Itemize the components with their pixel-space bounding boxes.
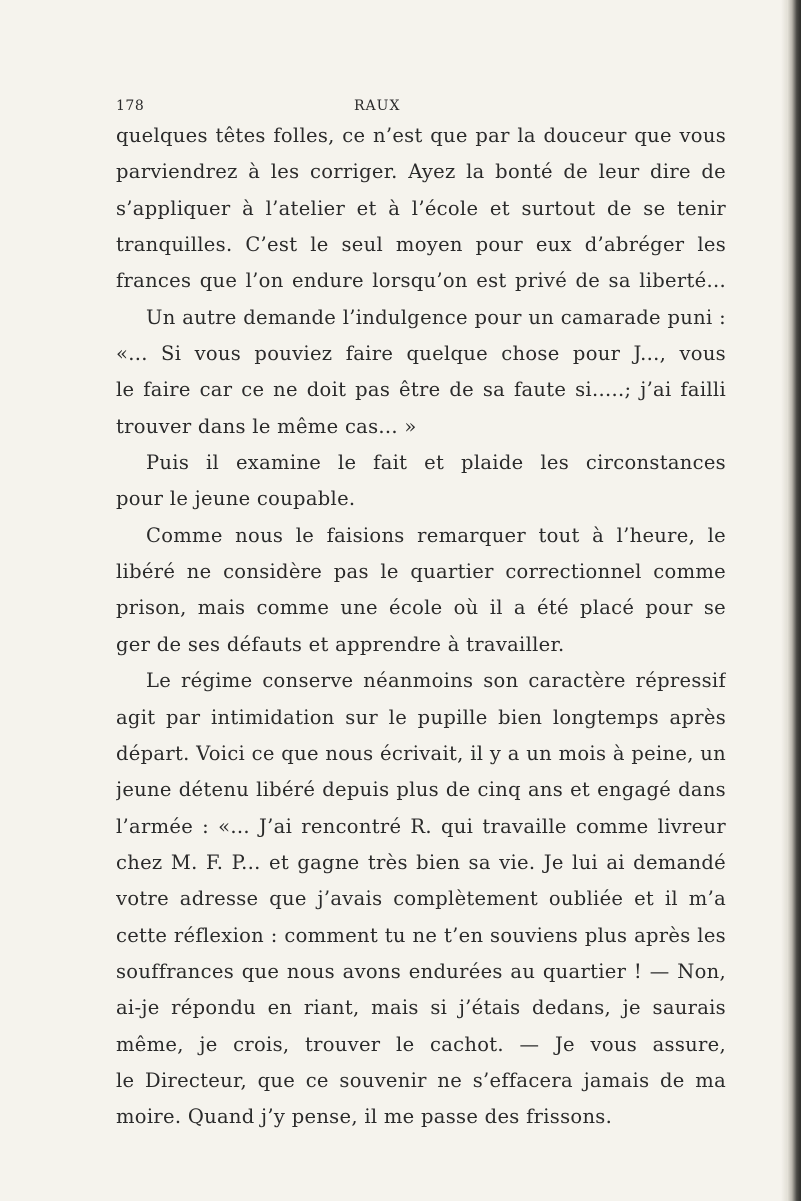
text-line: Puis il examine le fait et plaide les circonstances	[146, 451, 726, 475]
text-line: s’appliquer à l’atelier et à l’école et surtout de se tenir	[116, 196, 726, 220]
text-line: trouver dans le même cas... »	[116, 414, 417, 438]
text-line: frances que l’on endure lorsqu’on est privé de sa liberté...	[116, 269, 726, 293]
text-line: Comme nous le faisions remarquer tout à l’heure, le	[146, 523, 726, 547]
text-line: votre adresse que j’avais complètement oubliée et il m’a	[116, 887, 726, 911]
text-line: Le régime conserve néanmoins son caractère répressif	[146, 669, 726, 693]
text-line: cette réflexion : comment tu ne t’en souviens plus après les	[116, 923, 726, 947]
text-line: ai-je répondu en riant, mais si j’étais dedans, je saurais	[116, 996, 726, 1020]
text-line: jeune détenu libéré depuis plus de cinq ans et engagé dans	[116, 778, 726, 802]
text-line: «... Si vous pouviez faire quelque chose pour J..., vous	[116, 342, 726, 366]
text-line: ger de ses défauts et apprendre à travailler.	[116, 632, 565, 656]
page-number: 178	[116, 98, 145, 114]
text-line: prison, mais comme une école où il a été placé pour se	[116, 596, 726, 620]
book-edge	[787, 0, 801, 1201]
text-line: le Directeur, que ce souvenir ne s’effacera jamais de ma	[116, 1068, 726, 1092]
text-line: tranquilles. C’est le seul moyen pour eux d’abréger les	[116, 233, 726, 257]
page-header	[116, 98, 726, 120]
text-line: chez M. F. P... et gagne très bien sa vie. Je lui ai demandé	[116, 850, 726, 874]
text-line: pour le jeune coupable.	[116, 487, 356, 511]
text-line: le faire car ce ne doit pas être de sa faute si.....; j’ai failli	[116, 378, 726, 402]
text-line: l’armée : «... J’ai rencontré R. qui travaille comme livreur	[116, 814, 726, 838]
body-text	[116, 118, 726, 1136]
running-head: RAUX	[354, 98, 401, 114]
text-line: quelques têtes folles, ce n’est que par la douceur que vous	[116, 124, 726, 147]
text-line: Un autre demande l’indulgence pour un camarade puni :	[146, 305, 726, 329]
text-line: départ. Voici ce que nous écrivait, il y a un mois à peine, un	[116, 741, 726, 765]
text-line: même, je crois, trouver le cachot. — Je vous assure,	[116, 1032, 726, 1056]
text-line: parviendrez à les corriger. Ayez la bonté de leur dire de	[116, 160, 726, 184]
text-line: agit par intimidation sur le pupille bien longtemps après	[116, 705, 726, 729]
text-line: moire. Quand j’y pense, il me passe des frissons.	[116, 1105, 613, 1129]
text-line: souffrances que nous avons endurées au quartier ! — Non,	[116, 959, 726, 983]
text-line: libéré ne considère pas le quartier correctionnel comme	[116, 560, 726, 584]
